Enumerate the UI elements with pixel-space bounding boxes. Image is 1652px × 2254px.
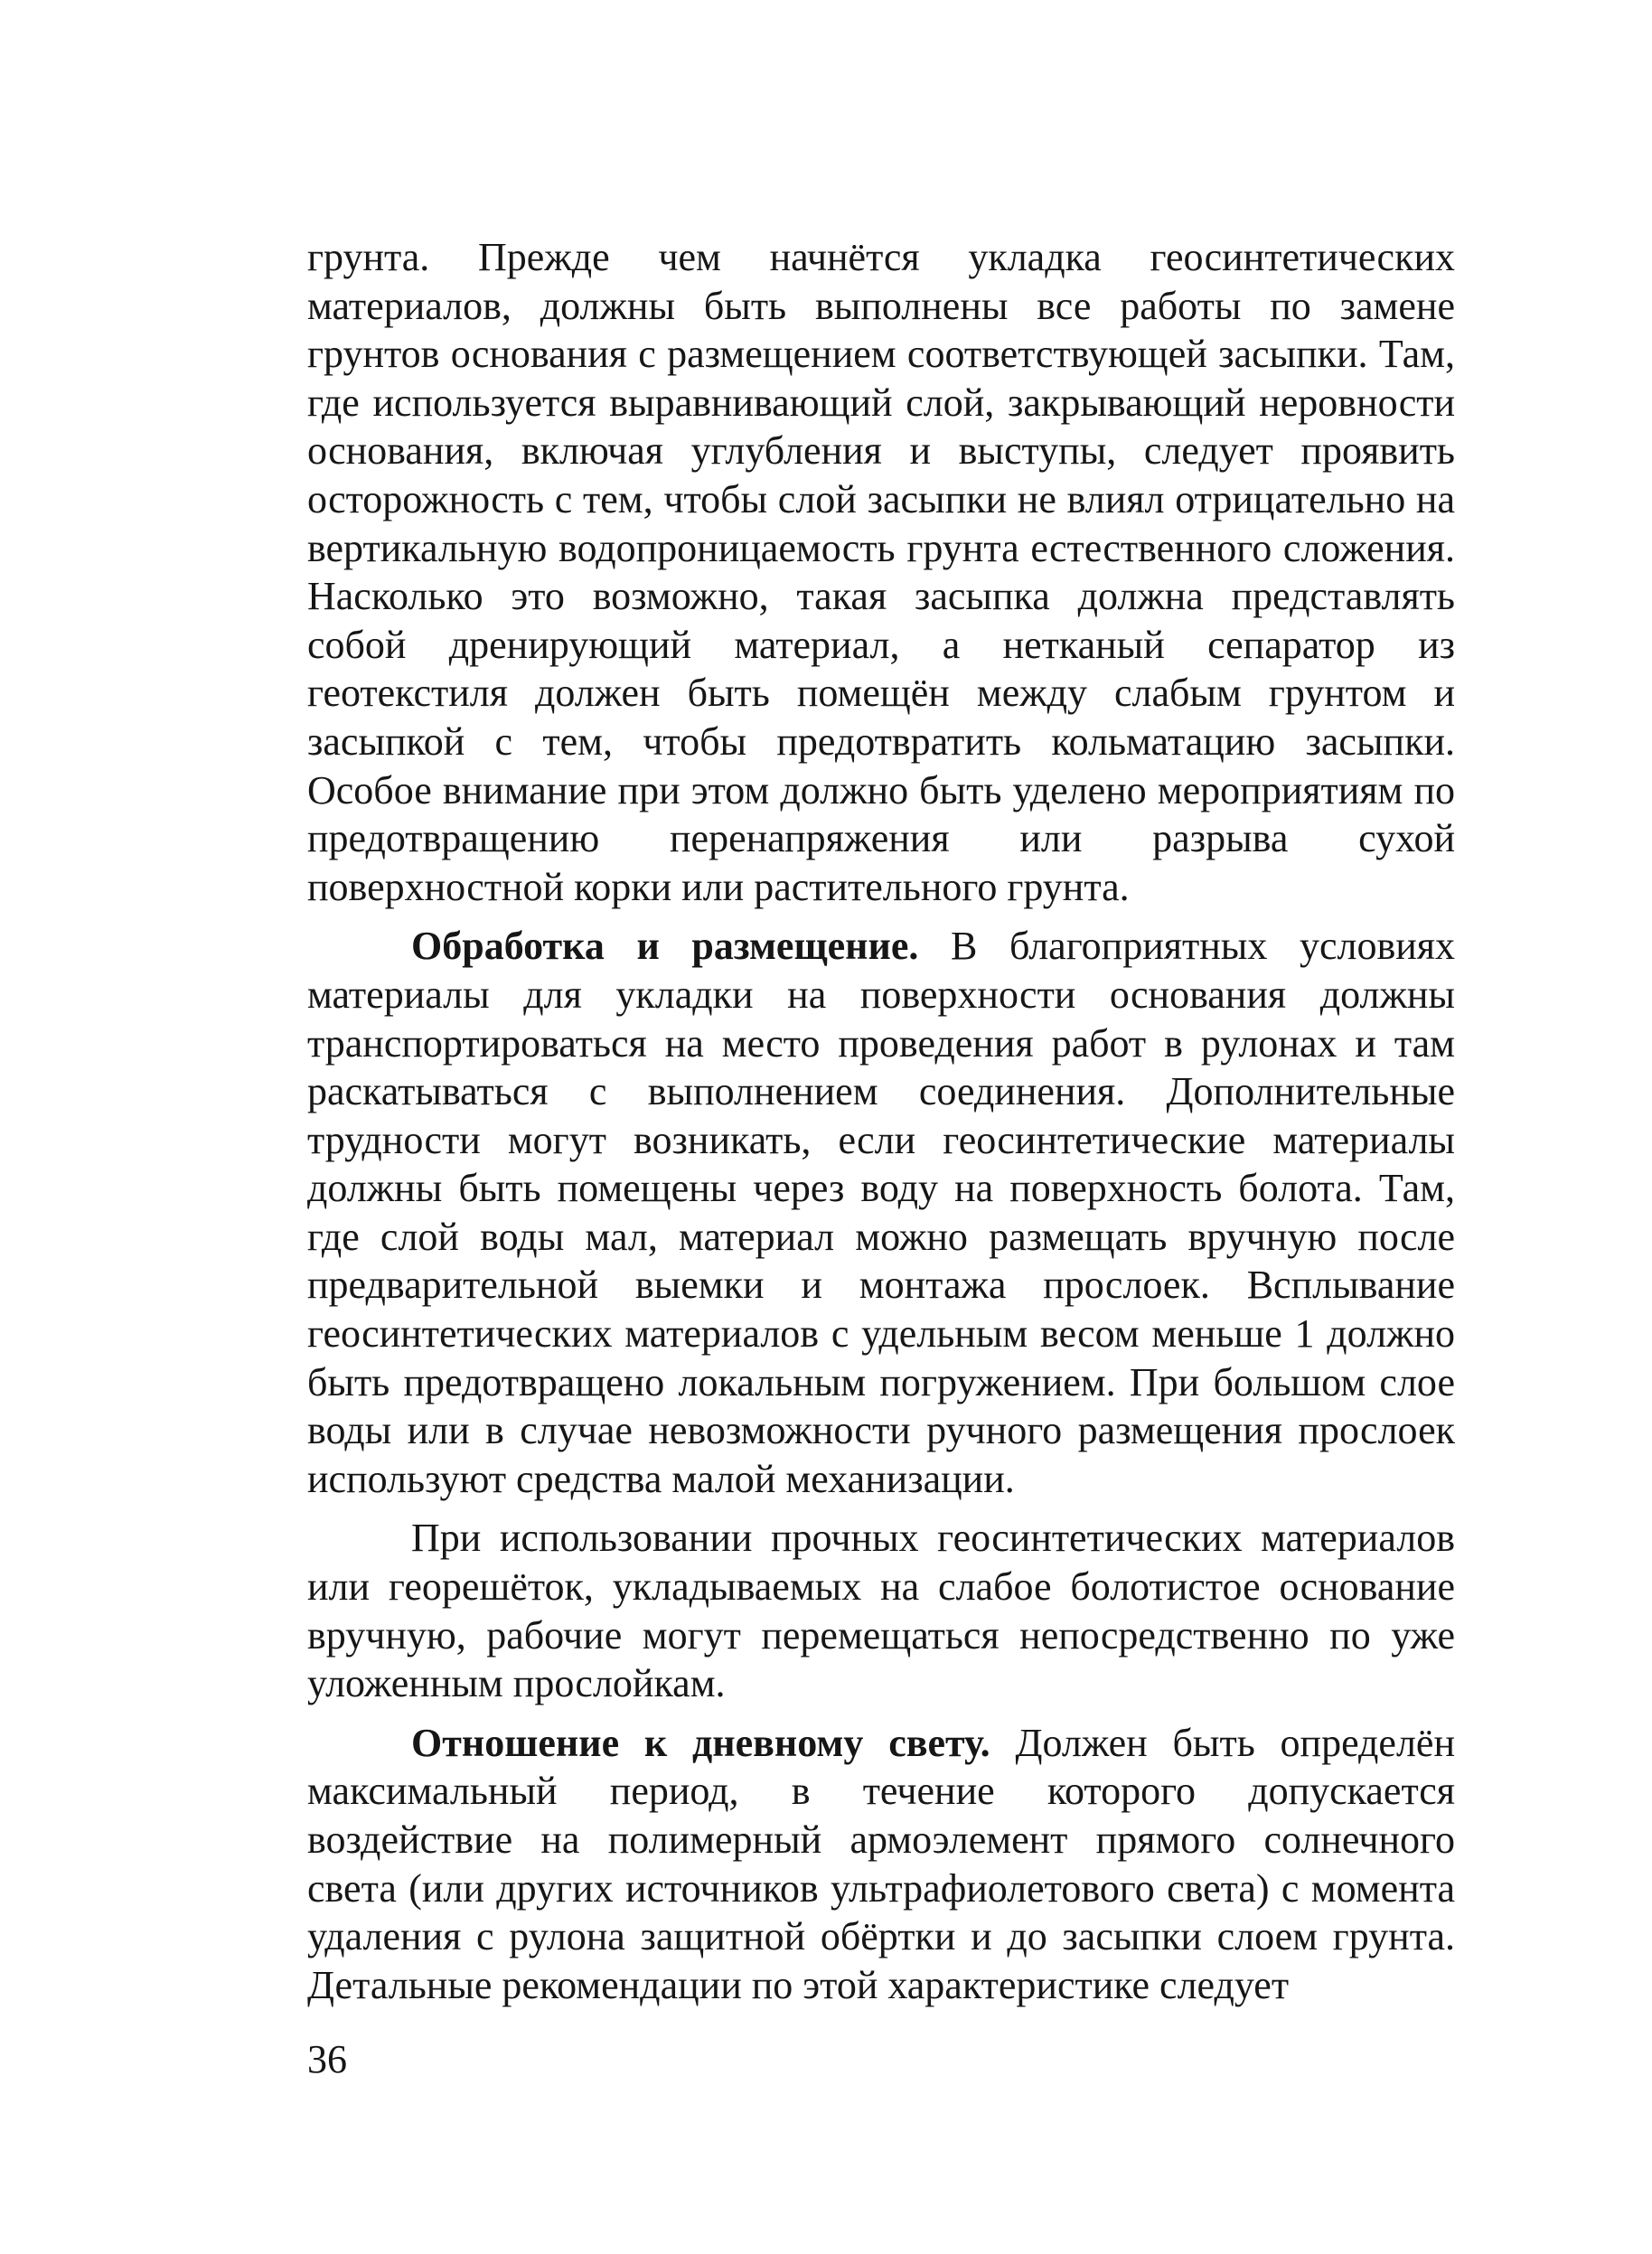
paragraph-text: Должен быть определён максимальный период, в течение которого допускается воздействие на полимерный армоэлемент прямого солнечного света (или других источников ультрафиолетового света) с момента удаления с рулона защитной обёртки и до засыпки слоем грунта. Детальные рекомендации по этой характеристике следует xyxy=(307,1720,1455,2007)
paragraph-georeshetki xyxy=(307,1514,1455,1707)
page-body xyxy=(307,233,1455,2020)
paragraph-text: В благоприятных условиях материалы для укладки на поверхности основания должны транспортироваться на место проведения работ в рулонах и там раскатываться с выполнением соединения. Дополнительные трудности могут возникать, если геосинтетические материалы должны быть помещены через воду на поверхность болота. Там, где слой воды мал, материал можно размещать вручную после предварительной выемки и монтажа прослоек. Всплывание геосинтетических материалов с удельным весом меньше 1 должно быть предотвращено локальным погружением. При большом слое воды или в случае невозможности ручного размещения прослоек используют средства малой механизации. xyxy=(307,924,1455,1501)
paragraph-heading: Отношение к дневному свету. xyxy=(411,1720,990,1765)
paragraph-continuation xyxy=(307,233,1455,911)
paragraph-handling-placement xyxy=(307,922,1455,1503)
paragraph-text: При использовании прочных геосинтетических материалов или георешёток, укладываемых на слабое болотистое основание вручную, рабочие могут перемещаться непосредственно по уже уложенным прослойкам. xyxy=(307,1516,1455,1706)
paragraph-text: грунта. Прежде чем начнётся укладка геосинтетических материалов, должны быть выполнены все работы по замене грунтов основания с размещением соответствующей засыпки. Там, где используется выравнивающий слой, закрывающий неровности основания, включая углубления и выступы, следует проявить осторожность с тем, чтобы слой засыпки не влиял отрицательно на вертикальную водопроницаемость грунта естественного сложения. Насколько это возможно, такая засыпка должна представлять собой дренирующий материал, а нетканый сепаратор из геотекстиля должен быть помещён между слабым грунтом и засыпкой с тем, чтобы предотвратить кольматацию засыпки. Особое внимание при этом должно быть уделено мероприятиям по предотвращению перенапряжения или разрыва сухой поверхностной корки или растительного грунта. xyxy=(307,235,1455,909)
page-number: 36 xyxy=(307,2037,347,2081)
paragraph-heading: Обработка и размещение. xyxy=(411,924,919,969)
paragraph-daylight xyxy=(307,1719,1455,2010)
